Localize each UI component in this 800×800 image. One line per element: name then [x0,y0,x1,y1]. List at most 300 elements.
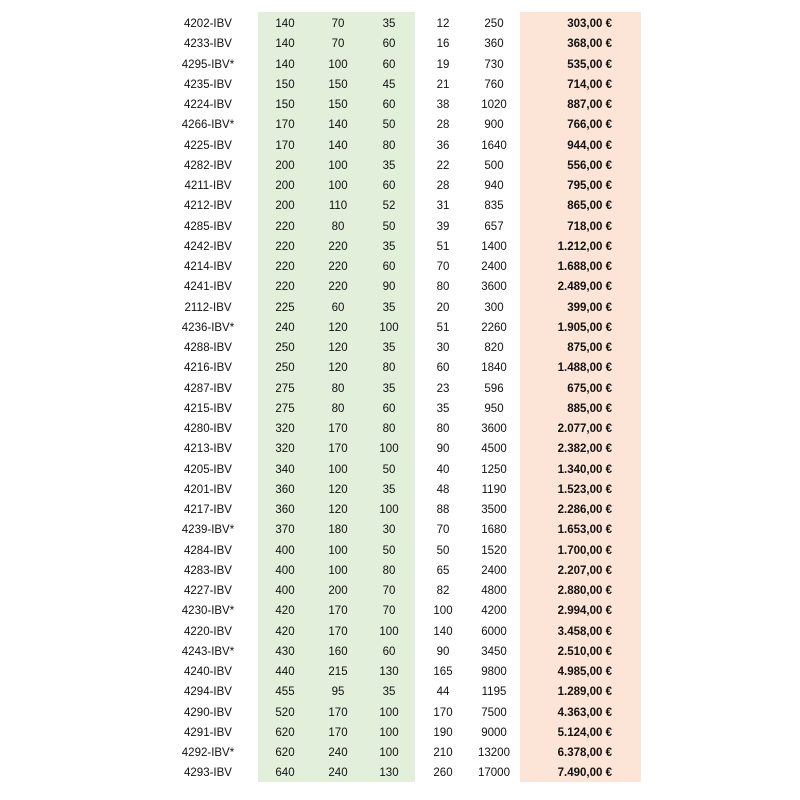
article-code-cell: 4292-IBV* [181,747,235,759]
price-cell: 6.378,00 € [557,747,612,759]
dimension-2-cell: 100 [328,58,348,71]
value-5-cell: 2400 [481,564,507,577]
dimension-1-cell: 140 [275,58,295,71]
dimension-1-cell: 400 [275,585,295,597]
price-cell: 3.458,00 € [557,625,612,638]
dimension-1-cell: 200 [275,200,295,213]
price-cell: 1.340,00 € [557,463,612,476]
value-4-cell: 80 [436,281,450,294]
dimension-3-cell: 35 [382,159,396,172]
article-code-cell: 4282-IBV [184,159,232,172]
dimension-3-cell: 70 [382,585,396,597]
article-code-cell: 4291-IBV [184,726,232,739]
article-code-cell: 4284-IBV [184,544,232,557]
article-code-cell: 4243-IBV* [181,645,235,658]
dimension-1-cell: 275 [275,402,295,415]
value-4-cell: 82 [436,585,450,597]
price-cell: 2.286,00 € [557,504,612,516]
dimension-2-cell: 120 [328,483,348,496]
table-row [0,318,800,338]
article-code-cell: 4280-IBV [184,423,232,435]
dimension-1-cell: 440 [275,666,295,678]
dimension-3-cell: 35 [382,18,396,30]
value-5-cell: 3600 [481,423,507,435]
value-4-cell: 70 [436,261,450,273]
dimension-2-cell: 80 [331,382,345,395]
table-row [0,14,800,34]
article-code-cell: 4240-IBV [184,666,232,678]
price-cell: 2.510,00 € [557,645,612,658]
value-5-cell: 3450 [481,645,507,658]
article-code-cell: 4287-IBV [184,382,232,395]
dimension-1-cell: 250 [275,342,295,354]
table-row [0,298,800,318]
price-cell: 1.700,00 € [557,544,612,557]
price-cell: 675,00 € [567,382,612,395]
dimension-3-cell: 60 [382,180,396,192]
article-code-cell: 4283-IBV [184,564,232,577]
dimension-2-cell: 120 [328,504,348,516]
dimension-3-cell: 35 [382,686,396,699]
value-4-cell: 23 [436,382,450,395]
dimension-3-cell: 90 [382,281,396,294]
article-code-cell: 4230-IBV* [181,605,235,618]
value-4-cell: 19 [436,58,450,71]
dimension-1-cell: 400 [275,544,295,557]
dimension-1-cell: 220 [275,281,295,294]
value-4-cell: 80 [436,423,450,435]
dimension-1-cell: 370 [275,524,295,537]
price-cell: 1.212,00 € [557,240,612,253]
price-cell: 2.880,00 € [557,585,612,597]
price-cell: 2.207,00 € [557,564,612,577]
value-4-cell: 170 [433,706,453,719]
article-code-cell: 4205-IBV [184,463,232,476]
dimension-2-cell: 140 [328,119,348,132]
dimension-3-cell: 100 [379,625,399,638]
article-code-cell: 4211-IBV [184,180,232,192]
price-cell: 1.653,00 € [557,524,612,537]
value-5-cell: 17000 [478,767,510,780]
table-row [0,520,800,540]
dimension-1-cell: 640 [275,767,295,780]
table-row [0,237,800,257]
dimension-1-cell: 320 [275,443,295,456]
article-code-cell: 4285-IBV [184,220,232,233]
dimension-1-cell: 170 [275,119,295,132]
value-5-cell: 596 [484,382,504,395]
dimension-1-cell: 150 [275,99,295,111]
table-row [0,763,800,783]
value-4-cell: 35 [436,402,450,415]
dimension-2-cell: 220 [328,240,348,253]
dimension-2-cell: 180 [328,524,348,537]
table-row [0,156,800,176]
price-cell: 766,00 € [567,119,612,132]
value-4-cell: 38 [436,99,450,111]
price-cell: 368,00 € [567,38,612,51]
value-4-cell: 28 [436,119,450,132]
table-row [0,399,800,419]
dimension-1-cell: 340 [275,463,295,476]
dimension-1-cell: 250 [275,362,295,375]
article-code-cell: 4295-IBV* [181,58,235,71]
article-code-cell: 4201-IBV [184,483,232,496]
dimension-3-cell: 100 [379,747,399,759]
dimension-2-cell: 100 [328,180,348,192]
table-row [0,419,800,439]
value-4-cell: 90 [436,443,450,456]
dimension-1-cell: 150 [275,78,295,91]
value-5-cell: 820 [484,342,504,354]
value-5-cell: 760 [484,78,504,91]
dimension-3-cell: 80 [382,362,396,375]
article-code-cell: 4220-IBV [184,625,232,638]
value-5-cell: 657 [484,220,504,233]
value-5-cell: 835 [484,200,504,213]
dimension-1-cell: 240 [275,321,295,334]
value-5-cell: 730 [484,58,504,71]
dimension-2-cell: 240 [328,747,348,759]
dimension-2-cell: 100 [328,463,348,476]
dimension-2-cell: 170 [328,605,348,618]
article-code-cell: 4214-IBV [184,261,232,273]
value-5-cell: 1250 [481,463,507,476]
article-code-cell: 4233-IBV [184,38,232,51]
table-row [0,480,800,500]
article-code-cell: 4266-IBV* [181,119,235,132]
dimension-2-cell: 150 [328,78,348,91]
price-cell: 875,00 € [567,342,612,354]
dimension-2-cell: 220 [328,261,348,273]
price-cell: 865,00 € [567,200,612,213]
dimension-2-cell: 120 [328,362,348,375]
table-row [0,95,800,115]
dimension-2-cell: 100 [328,564,348,577]
article-code-cell: 2112-IBV [184,301,232,314]
dimension-2-cell: 70 [331,18,345,30]
value-4-cell: 20 [436,301,450,314]
price-cell: 1.905,00 € [557,321,612,334]
price-cell: 714,00 € [567,78,612,91]
table-row [0,358,800,378]
dimension-1-cell: 400 [275,564,295,577]
table-row [0,703,800,723]
dimension-2-cell: 220 [328,281,348,294]
article-code-cell: 4216-IBV [184,362,232,375]
dimension-3-cell: 60 [382,58,396,71]
dimension-3-cell: 60 [382,99,396,111]
article-code-cell: 4227-IBV [184,585,232,597]
dimension-3-cell: 100 [379,706,399,719]
price-cell: 718,00 € [567,220,612,233]
dimension-1-cell: 220 [275,240,295,253]
value-5-cell: 4200 [481,605,507,618]
value-4-cell: 65 [436,564,450,577]
dimension-2-cell: 140 [328,139,348,152]
dimension-1-cell: 430 [275,645,295,658]
value-4-cell: 70 [436,524,450,537]
value-5-cell: 2260 [481,321,507,334]
dimension-3-cell: 50 [382,463,396,476]
table-row [0,682,800,702]
price-cell: 795,00 € [567,180,612,192]
value-4-cell: 21 [436,78,450,91]
dimension-2-cell: 200 [328,585,348,597]
price-cell: 4.363,00 € [557,706,612,719]
dimension-3-cell: 50 [382,544,396,557]
price-cell: 303,00 € [567,18,612,30]
table-row [0,541,800,561]
dimension-3-cell: 80 [382,423,396,435]
dimension-1-cell: 360 [275,504,295,516]
dimension-3-cell: 100 [379,321,399,334]
dimension-1-cell: 140 [275,38,295,51]
table-row [0,136,800,156]
dimension-2-cell: 80 [331,220,345,233]
price-cell: 885,00 € [567,402,612,415]
value-4-cell: 50 [436,544,450,557]
dimension-3-cell: 100 [379,504,399,516]
table-row [0,379,800,399]
article-code-cell: 4290-IBV [184,706,232,719]
price-cell: 1.523,00 € [557,483,612,496]
dimension-3-cell: 130 [379,666,399,678]
dimension-1-cell: 170 [275,139,295,152]
price-cell: 1.688,00 € [557,261,612,273]
value-5-cell: 1640 [481,139,507,152]
dimension-1-cell: 620 [275,726,295,739]
price-cell: 944,00 € [567,139,612,152]
article-code-cell: 4225-IBV [184,139,232,152]
value-4-cell: 51 [436,240,450,253]
value-4-cell: 40 [436,463,450,476]
dimension-2-cell: 110 [328,200,348,213]
dimension-1-cell: 225 [275,301,295,314]
price-cell: 535,00 € [567,58,612,71]
value-4-cell: 28 [436,180,450,192]
value-4-cell: 60 [436,362,450,375]
dimension-1-cell: 200 [275,180,295,192]
value-5-cell: 4800 [481,585,507,597]
dimension-2-cell: 170 [328,706,348,719]
dimension-1-cell: 420 [275,605,295,618]
value-5-cell: 300 [484,301,504,314]
value-4-cell: 12 [436,18,450,30]
dimension-3-cell: 60 [382,645,396,658]
price-cell: 556,00 € [567,159,612,172]
dimension-1-cell: 140 [275,18,295,30]
table-row [0,642,800,662]
article-code-cell: 4224-IBV [184,99,232,111]
value-4-cell: 48 [436,483,450,496]
table-row [0,277,800,297]
dimension-2-cell: 170 [328,423,348,435]
value-5-cell: 2400 [481,261,507,273]
value-4-cell: 140 [433,625,453,638]
article-code-cell: 4241-IBV [184,281,232,294]
dimension-3-cell: 80 [382,139,396,152]
value-5-cell: 360 [484,38,504,51]
dimension-2-cell: 240 [328,767,348,780]
value-4-cell: 22 [436,159,450,172]
dimension-2-cell: 120 [328,321,348,334]
dimension-3-cell: 80 [382,564,396,577]
value-5-cell: 1190 [481,483,507,496]
article-code-cell: 4213-IBV [184,443,232,456]
value-4-cell: 30 [436,342,450,354]
dimension-1-cell: 520 [275,706,295,719]
article-code-cell: 4242-IBV [184,240,232,253]
value-5-cell: 940 [484,180,504,192]
price-cell: 2.994,00 € [557,605,612,618]
article-code-cell: 4235-IBV [184,78,232,91]
article-code-cell: 4236-IBV* [181,321,235,334]
dimension-3-cell: 30 [382,524,396,537]
value-5-cell: 250 [484,18,504,30]
dimension-3-cell: 35 [382,382,396,395]
article-code-cell: 4288-IBV [184,342,232,354]
price-cell: 7.490,00 € [557,767,612,780]
dimension-1-cell: 220 [275,261,295,273]
value-5-cell: 1840 [481,362,507,375]
article-code-cell: 4239-IBV* [181,524,235,537]
dimension-3-cell: 35 [382,342,396,354]
value-4-cell: 39 [436,220,450,233]
value-4-cell: 165 [433,666,453,678]
dimension-3-cell: 45 [382,78,396,91]
dimension-2-cell: 160 [328,645,348,658]
dimension-3-cell: 100 [379,443,399,456]
value-5-cell: 1020 [481,99,507,111]
value-4-cell: 260 [433,767,453,780]
value-4-cell: 31 [436,200,450,213]
value-5-cell: 9000 [481,726,507,739]
value-4-cell: 190 [433,726,453,739]
table-row [0,439,800,459]
dimension-2-cell: 170 [328,625,348,638]
dimension-1-cell: 360 [275,483,295,496]
dimension-2-cell: 120 [328,342,348,354]
table-row [0,561,800,581]
price-cell: 1.289,00 € [557,686,612,699]
table-row [0,723,800,743]
table-row [0,338,800,358]
article-code-cell: 4217-IBV [184,504,232,516]
dimension-3-cell: 70 [382,605,396,618]
price-cell: 5.124,00 € [557,726,612,739]
price-cell: 1.488,00 € [557,362,612,375]
price-cell: 2.077,00 € [557,423,612,435]
value-4-cell: 88 [436,504,450,516]
dimension-1-cell: 220 [275,220,295,233]
value-4-cell: 90 [436,645,450,658]
dimension-3-cell: 60 [382,402,396,415]
dimension-2-cell: 60 [331,301,345,314]
dimension-2-cell: 70 [331,38,345,51]
dimension-1-cell: 200 [275,159,295,172]
value-5-cell: 3600 [481,281,507,294]
price-cell: 4.985,00 € [557,666,612,678]
dimension-3-cell: 52 [382,200,396,213]
price-cell: 2.489,00 € [557,281,612,294]
table-row [0,196,800,216]
value-5-cell: 7500 [481,706,507,719]
table-row [0,55,800,75]
table-row [0,217,800,237]
dimension-2-cell: 80 [331,402,345,415]
dimension-2-cell: 215 [328,666,348,678]
table-row [0,115,800,135]
article-code-cell: 4293-IBV [184,767,232,780]
dimension-3-cell: 35 [382,240,396,253]
table-body [0,14,800,784]
value-4-cell: 51 [436,321,450,334]
dimension-2-cell: 170 [328,726,348,739]
article-code-cell: 4212-IBV [184,200,232,213]
table-row [0,622,800,642]
dimension-1-cell: 320 [275,423,295,435]
value-5-cell: 500 [484,159,504,172]
dimension-3-cell: 60 [382,38,396,51]
dimension-3-cell: 60 [382,261,396,273]
table-row [0,257,800,277]
value-4-cell: 44 [436,686,450,699]
article-code-cell: 4215-IBV [184,402,232,415]
table-row [0,581,800,601]
value-5-cell: 950 [484,402,504,415]
price-cell: 887,00 € [567,99,612,111]
value-5-cell: 6000 [481,625,507,638]
dimension-2-cell: 100 [328,159,348,172]
dimension-2-cell: 95 [331,686,345,699]
price-cell: 399,00 € [567,301,612,314]
value-5-cell: 1680 [481,524,507,537]
value-4-cell: 16 [436,38,450,51]
dimension-2-cell: 150 [328,99,348,111]
table-row [0,75,800,95]
value-4-cell: 210 [433,747,453,759]
value-5-cell: 3500 [481,504,507,516]
dimension-3-cell: 35 [382,483,396,496]
value-4-cell: 100 [433,605,453,618]
dimension-3-cell: 100 [379,726,399,739]
article-code-cell: 4202-IBV [184,18,232,30]
table-row [0,601,800,621]
table-row [0,176,800,196]
table-row [0,662,800,682]
dimension-1-cell: 420 [275,625,295,638]
dimension-1-cell: 620 [275,747,295,759]
value-5-cell: 4500 [481,443,507,456]
value-4-cell: 36 [436,139,450,152]
value-5-cell: 9800 [481,666,507,678]
dimension-2-cell: 170 [328,443,348,456]
value-5-cell: 900 [484,119,504,132]
table-row [0,460,800,480]
value-5-cell: 1400 [481,240,507,253]
table-row [0,34,800,54]
article-code-cell: 4294-IBV [184,686,232,699]
dimension-3-cell: 130 [379,767,399,780]
dimension-1-cell: 455 [275,686,295,699]
table-row [0,743,800,763]
dimension-3-cell: 35 [382,301,396,314]
dimension-3-cell: 50 [382,119,396,132]
value-5-cell: 13200 [478,747,510,759]
dimension-1-cell: 275 [275,382,295,395]
table-row [0,500,800,520]
